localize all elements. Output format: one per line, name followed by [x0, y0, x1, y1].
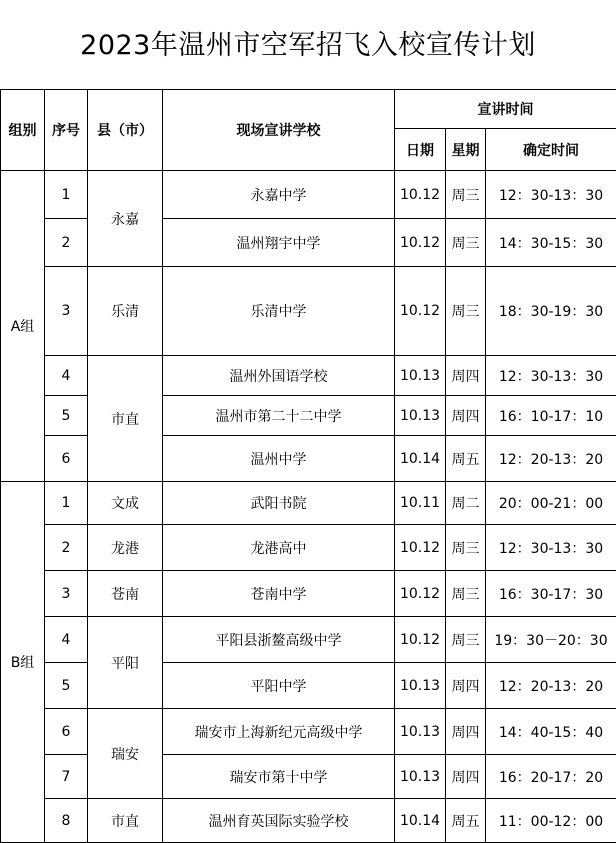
school-cell: 龙港高中 [163, 525, 395, 571]
school-cell: 平阳县浙鳌高级中学 [163, 617, 395, 663]
time-cell: 11：00-12：00 [486, 799, 616, 843]
school-cell: 瑞安市上海新纪元高级中学 [163, 709, 395, 755]
seq-cell: 5 [45, 663, 88, 709]
weekday-cell: 周三 [446, 617, 486, 663]
date-cell: 10.12 [395, 571, 446, 617]
weekday-cell: 周五 [446, 436, 486, 482]
time-cell: 16：30-17：30 [486, 571, 616, 617]
seq-cell: 1 [45, 171, 88, 219]
table-row [1, 171, 616, 219]
date-cell: 10.11 [395, 482, 446, 525]
time-cell: 16：10-17：10 [486, 396, 616, 436]
seq-cell: 6 [45, 709, 88, 755]
date-cell: 10.14 [395, 799, 446, 843]
time-cell: 14：40-15：40 [486, 709, 616, 755]
county-cell: 苍南 [88, 571, 163, 617]
county-cell: 永嘉 [88, 171, 163, 267]
time-cell: 14：30-15：30 [486, 219, 616, 267]
weekday-cell: 周四 [446, 356, 486, 396]
time-cell: 12：20-13：20 [486, 436, 616, 482]
school-cell: 温州翔宇中学 [163, 219, 395, 267]
table-row [1, 482, 616, 525]
seq-cell: 7 [45, 755, 88, 799]
school-cell: 平阳中学 [163, 663, 395, 709]
weekday-cell: 周四 [446, 755, 486, 799]
date-cell: 10.13 [395, 755, 446, 799]
seq-cell: 4 [45, 356, 88, 396]
date-cell: 10.13 [395, 356, 446, 396]
time-cell: 19：30－20：30 [486, 617, 616, 663]
table-row [1, 267, 616, 356]
time-cell: 12：30-13：30 [486, 525, 616, 571]
table-row [1, 799, 616, 843]
weekday-cell: 周二 [446, 482, 486, 525]
table-row [1, 356, 616, 396]
county-cell: 龙港 [88, 525, 163, 571]
header-county: 县（市） [88, 90, 163, 171]
weekday-cell: 周四 [446, 396, 486, 436]
table-row [1, 709, 616, 755]
county-cell: 平阳 [88, 617, 163, 709]
group-cell: A组 [1, 171, 45, 482]
seq-cell: 2 [45, 219, 88, 267]
group-cell: B组 [1, 482, 45, 843]
schedule-table [0, 89, 616, 843]
header-weekday: 星期 [446, 129, 486, 171]
page-title: 2023年温州市空军招飞入校宣传计划 [0, 22, 616, 70]
seq-cell: 6 [45, 436, 88, 482]
weekday-cell: 周三 [446, 525, 486, 571]
table-row [1, 617, 616, 663]
seq-cell: 1 [45, 482, 88, 525]
header-time-group: 宣讲时间 [395, 90, 616, 129]
school-cell: 瑞安市第十中学 [163, 755, 395, 799]
header-school: 现场宣讲学校 [163, 90, 395, 171]
header-group: 组别 [1, 90, 45, 171]
county-cell: 市直 [88, 356, 163, 482]
school-cell: 苍南中学 [163, 571, 395, 617]
time-cell: 12：30-13：30 [486, 356, 616, 396]
time-cell: 16：20-17：20 [486, 755, 616, 799]
weekday-cell: 周三 [446, 267, 486, 356]
date-cell: 10.13 [395, 709, 446, 755]
date-cell: 10.12 [395, 219, 446, 267]
weekday-cell: 周三 [446, 171, 486, 219]
weekday-cell: 周四 [446, 709, 486, 755]
time-cell: 12：30-13：30 [486, 171, 616, 219]
seq-cell: 5 [45, 396, 88, 436]
seq-cell: 4 [45, 617, 88, 663]
header-time: 确定时间 [486, 129, 616, 171]
county-cell: 乐清 [88, 267, 163, 356]
school-cell: 温州市第二十二中学 [163, 396, 395, 436]
seq-cell: 3 [45, 571, 88, 617]
date-cell: 10.13 [395, 396, 446, 436]
weekday-cell: 周三 [446, 571, 486, 617]
table-row [1, 525, 616, 571]
date-cell: 10.12 [395, 525, 446, 571]
seq-cell: 2 [45, 525, 88, 571]
date-cell: 10.13 [395, 663, 446, 709]
school-cell: 温州育英国际实验学校 [163, 799, 395, 843]
school-cell: 永嘉中学 [163, 171, 395, 219]
seq-cell: 3 [45, 267, 88, 356]
weekday-cell: 周三 [446, 219, 486, 267]
school-cell: 乐清中学 [163, 267, 395, 356]
date-cell: 10.12 [395, 171, 446, 219]
time-cell: 20：00-21：00 [486, 482, 616, 525]
county-cell: 文成 [88, 482, 163, 525]
table-row [1, 571, 616, 617]
header-seq: 序号 [45, 90, 88, 171]
header-date: 日期 [395, 129, 446, 171]
school-cell: 温州中学 [163, 436, 395, 482]
seq-cell: 8 [45, 799, 88, 843]
weekday-cell: 周五 [446, 799, 486, 843]
date-cell: 10.12 [395, 267, 446, 356]
county-cell: 市直 [88, 799, 163, 843]
time-cell: 18：30-19：30 [486, 267, 616, 356]
school-cell: 武阳书院 [163, 482, 395, 525]
weekday-cell: 周四 [446, 663, 486, 709]
time-cell: 12：20-13：20 [486, 663, 616, 709]
county-cell: 瑞安 [88, 709, 163, 799]
date-cell: 10.14 [395, 436, 446, 482]
school-cell: 温州外国语学校 [163, 356, 395, 396]
date-cell: 10.12 [395, 617, 446, 663]
